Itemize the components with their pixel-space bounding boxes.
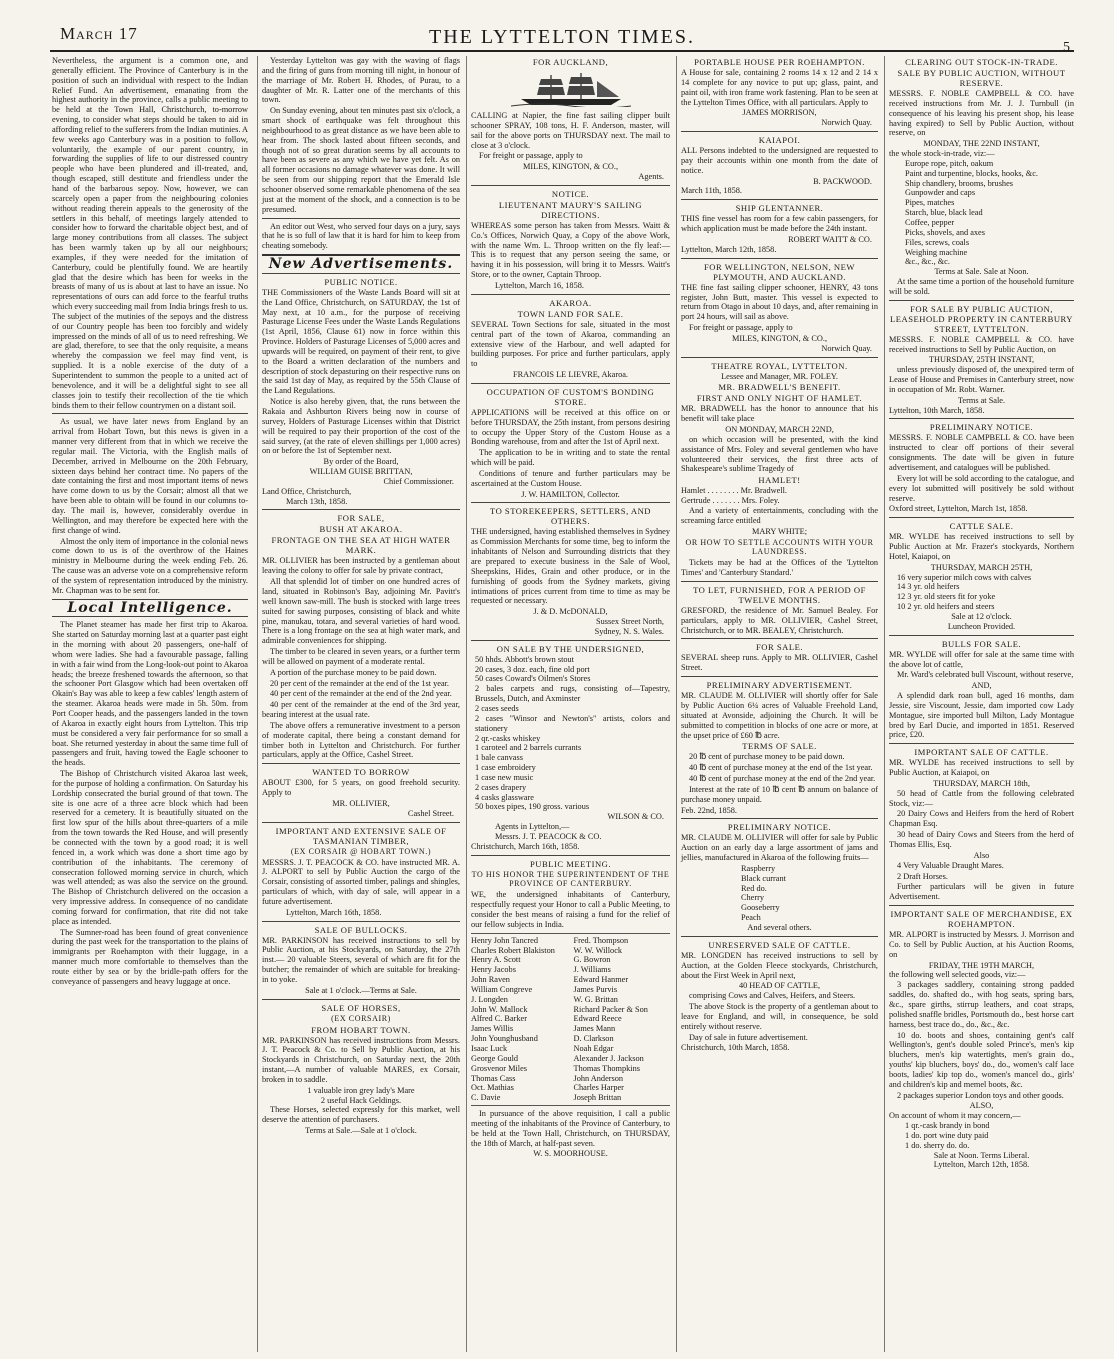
divider [889,517,1074,518]
column-5 [884,56,1074,1352]
ad-body: A splendid dark roan bull, aged 16 months, dam Jessie, sire Viscount, Jessie, dam imported cow Lady Montague, sire imported bull Milton, Lady Montague bred by Earl Ducie, and imported in 1851. Reserved price, £20. [889,691,1074,740]
ad-heading: IMPORTANT SALE OF MERCHANDISE, EX ROEHAMPTON. [890,909,1073,930]
signatory-name: Edward Hanmer [573,975,629,985]
fruit-item: Raspberry [741,863,776,873]
divider [889,635,1074,636]
ad-heading: PRELIMINARY NOTICE. [727,822,832,833]
ad-signature: FRANCOIS LE LIEVRE, Akaroa. [513,370,628,380]
signatory-name: John Younghusband [471,1034,538,1044]
ad-terms: Luncheon Provided. [947,621,1016,631]
ad-body: The timber to be cleared in seven years, or a further term will be allowed on payment of a moderate rental. [262,647,460,666]
ad-body: MR. CLAUDE M. OLLIVIER will offer for sale by Public Auction on an early day a large assortment of jams and jellies, manufactured in Akaroa of the following fruits— [681,833,878,863]
merch-item: 1 do. port wine duty paid [905,1130,989,1140]
ad-body: 40 HEAD OF CATTLE, [738,981,821,991]
ad-signature: Agents. [638,172,664,182]
ad-signature: B. PACKWOOD. [813,176,872,186]
ad-body: MR. WYLDE has received instructions to sell by Public Auction, at Kaiapoi, on [889,758,1074,778]
ad-body: Notice is also hereby given, that, the runs between the Rakaia and Ashburton Rivers being now in course of survey, Holders of Pasturage Licenses within that District will be required to pay their proportion of the cost of the said survey, (at the rate of eleven shillings per 1,000 acres) on or before the 1st of September next. [262,397,460,456]
ad-heading: THEATRE ROYAL, LYTTELTON. [711,360,848,371]
ad-date: March 11th, 1858. [681,186,742,196]
signatory-column [471,936,568,1103]
ad-signature: Chief Commissioner. [383,476,454,486]
ad-heading: FRONTAGE ON THE SEA AT HIGH WATER MARK. [271,535,451,556]
divider [681,581,878,582]
ad-body: THURSDAY, MARCH 25TH, [930,562,1033,572]
divider [262,763,460,764]
ad-body: The above offers a remunerative investment to a person of moderate capital, there being a constant demand for timber both in Lyttelton and Christchurch. For further particulars, apply at the Office, Cashel Street. [262,720,460,760]
signatory-name: Richard Packer & Son [573,1004,648,1014]
ad-body: THE Commissioners of the Waste Lands Board will sit at the Land Office, Christchurch, on SATURDAY, the 1st of May next, at 10 a.m., for the purpose of receiving Pasturage License Fees under the Waste Lands Regulations (1st April, 1856, Clause 61) now in force within this Province. Holders of Pasturage Licenses of 5,000 acres and upwards will be required, on payment of their rent, to give to the Board a written declaration of the numbers and description of stock depasturing on their respective runs on the said 1st day of May, as required by the 55th Clause of the Land Regulations. [262,287,460,396]
ad-heading: MR. BRADWELL'S BENEFIT. [718,382,841,393]
merch-list [889,1121,1074,1151]
ad-body: These Horses, selected expressly for this market, well deserve the attention of purchasers. [262,1105,460,1125]
ad-body: ALL Persons indebted to the undersigned are requested to pay their accounts within one month from the date of notice. [681,146,878,175]
ad-date: Lyttelton, March 12th, 1858. [681,244,777,254]
signatory-name: John Anderson [573,1073,624,1083]
ad-signature: J. & D. McDONALD, [533,607,608,617]
ad-heading: FIRST AND ONLY NIGHT OF HAMLET. [696,393,863,404]
ad-body: 40 ℔ cent of purchase money at the end of the 2nd year. [689,774,876,784]
ad-body: 20 per cent of the remainder at the end of the 1st year. [270,678,450,688]
article-paragraph: The Planet steamer has made her first trip to Akaroa. She started on Saturday morning last at a quarter past eight in the morning with about 20 passengers, one-half of whom were ladies. She had a favourable passage, falling in with a fair wind from the Long-look-out point to Akaroa heads; the breeze freshened towards the afternoon, so that the schooner Port Glasgow which had been overtaken off Okain's Bay was able to keep a few cables' length astern of the steamer. Akaroa heads were made in 5h. 50m. from Port Cooper heads, and the passengers landed in the town of Akaroa in exactly eight hours from Lyttelton. This trip must be considered a very fair performance for so small a boat. She returned yesterday in about the same time full of passengers and fruit, having towed the Eagle schooner to the heads. [52,620,248,768]
divider [681,676,878,677]
ad-body: MESSRS. J. T. PEACOCK & CO. have instructed MR. A. J. ALPORT to sell by Public Auction the cargo of the Corsair, consisting of assorted timber, palings and shingles, particulars of which, with day of sale, will appear in a future advertisement. [262,857,460,906]
divider [681,199,878,200]
stock-item: Starch, blue, black lead [905,208,983,218]
ad-body: At the same time a portion of the household furniture will be sold. [889,277,1074,296]
divider [471,294,670,295]
ad-body: WHEREAS some person has taken from Messrs. Waitt & Co.'s Offices, Norwich Quay, a Copy of the above Work, with the name Wm. L. Throop written on the fly leaf:—This is to request that any person seeing the same, or having it in his possession, will bring it to Messrs. Waitt's Store, or to the owner, Captain Throop. [471,220,670,280]
article-paragraph: On Sunday evening, about ten minutes past six o'clock, a smart shock of earthquake was felt throughout this neighbourhood to as great distance as we have been able to hear from. The shock lasted about fifteen seconds, and though not of so great duration seems by all accounts to have been as severe as any which we have yet felt. As on all former occasions no damage whatever was done. It will be seen from our shipping report that the Emerald Isle schooner observed some remarkable phenomena of the sea just at the moment of the shock, and a connection is to be presumed. [262,106,460,214]
ad-heading: OCCUPATION OF CUSTOM'S BONDING STORE. [486,386,655,407]
ad-heading: SHIP GLENTANNER. [735,203,824,214]
ad-heading: PRELIMINARY NOTICE. [929,422,1034,433]
signatory-name: William Congreve [471,984,533,994]
signatory-name: G. Bowron [573,955,611,965]
stock-item: Paint and turpentine, blocks, hooks, &c. [905,168,1038,178]
divider [889,743,1074,744]
ad-heading: UNRESERVED SALE OF CATTLE. [708,939,851,950]
masthead [50,18,1074,55]
ad-signature: WILLIAM GUISE BRITTAN, [309,467,413,477]
ad-place: Land Office, Christchurch, [262,486,352,496]
ad-signature: Messrs. J. T. PEACOCK & CO. [495,831,602,841]
sale-item-list: 50 hhds. Abbott's brown stout 20 cases, 3 doz. each, fine old port 50 cases Coward's Oilmen's Stores 2 bales carpets and rugs, consisting of—Tapestry, Brussels, Dutch, and Axminster 2 cases seeds 2 cases "Winsor and Newton's" artists, colors and stationery 2 qr.-casks whiskey 1 caroteel and 2 barrels currants 1 bale canvass 1 case embroidery 1 case new music 2 cases drapery 4 casks glassware 50 boxes pipes, 190 gross. various [475,654,670,812]
divider [889,905,1074,906]
ad-date: Lyttelton, March 16, 1858. [495,280,584,290]
ad-terms: Terms at Sale. [957,395,1006,405]
ad-heading: PORTABLE HOUSE PER ROEHAMPTON. [694,57,865,67]
stock-item: &c., &c., &c. [905,257,950,267]
ad-heading: NOTICE. [551,188,590,199]
signatory-name: John W. Mallock [471,1004,528,1014]
divider [52,616,248,617]
stock-item: Files, screws, coals [905,237,970,247]
section-heading: Local Intelligence. [67,599,233,616]
merch-item: 1 do. sherry do. do. [905,1140,970,1150]
ad-subheading: TO HIS HONOR THE SUPERINTENDENT OF THE PROVINCE OF CANTERBURY. [471,869,670,889]
ad-heading: HAMLET! [758,475,801,486]
ad-body: MR. LONGDEN has received instructions to sell by Auction, at the Golden Fleece stockyards, Christchurch, about the First Week in April next, [681,950,878,980]
ad-body: MESSRS. F. NOBLE CAMPBELL & CO. have received instructions from Mr. J. J. Turnbull (in consequence of his leaving his present shop, his lease having expired) to Sell by Public Auction, without reserve, on [889,89,1074,138]
fruit-item: Peach [741,913,761,923]
ad-body: A House for sale, containing 2 rooms 14 x 12 and 2 14 x 14 complete for any novice to put up; glass, paint, and paint oil, with iron frame work fastening. Plan to be seen at the Lyttelton Times Office, with all particulars. Apply to [681,68,879,107]
ad-body: For freight or passage, apply to [479,151,583,161]
signatory-name: J. Longden [471,994,508,1004]
merch-item: 1 qr.-cask brandy in bond [905,1121,990,1131]
ad-heading: FOR SALE BY PUBLIC AUCTION, LEASEHOLD PROPERTY IN CANTERBURY STREET, LYTTELTON. [890,303,1073,334]
ad-body: 50 head of Cattle from the following celebrated Stock, viz:— [889,788,1074,808]
fruit-item: Cherry [741,893,765,903]
stock-item: Picks, shovels, and axes [905,227,985,237]
divider [262,273,460,274]
ad-body: the following well selected goods, viz:— [889,970,1026,980]
ad-body: In pursuance of the above requisition, I call a public meeting of the inhabitants of the Province of Canterbury, to be held at the Town Hall, Christchurch, on THURSDAY, the 18th of March, at half-past seven. [471,1109,670,1148]
ad-heading: SALE OF HORSES, [321,1002,401,1013]
ad-heading: SALE OF BULLOCKS. [314,924,408,935]
fruit-item: Gooseberry [741,903,780,913]
ad-signature: Agents in Lyttelton,— [495,822,570,832]
ad-signature: Norwich Quay. [821,118,872,128]
ad-body: THURSDAY, MARCH 18th, [933,778,1030,788]
ad-body: 20 Dairy Cows and Heifers from the herd of Robert Chapman Esq. [889,809,1074,829]
divider [681,131,878,132]
ad-date: March 13th, 1858. [286,496,348,506]
ad-body: MARY WHITE; [751,526,808,536]
divider [262,921,460,922]
ad-body: MR. WYLDE has received instructions to sell by Public Auction at Mr. Frazer's stockyards, Northern Hotel, Kaiapoi, on [889,532,1074,561]
ad-signature: J. W. HAMILTON, Collector. [521,489,620,499]
ad-signature: Norwich Quay. [821,343,872,353]
divider [889,418,1074,419]
cattle-item: 10 2 yr. old heifers and steers [897,602,995,612]
divider [471,383,670,384]
ad-heading: CATTLE SALE. [949,521,1014,532]
ad-date: Feb. 22nd, 1858. [681,805,738,815]
article-paragraph: Yesterday Lyttelton was gay with the waving of flags and the firing of guns from morning till night, in honour of the marriage of Mr. Robert H. Rhodes, of Purau, to a daughter of Mr. R. Latter one of the merchants of this town. [262,56,460,105]
ad-signature: Sussex Street North, [596,617,664,627]
ad-heading: SALE BY PUBLIC AUCTION, WITHOUT RESERVE. [897,68,1066,88]
page-number: 5 [1063,40,1070,55]
ad-body: For freight or passage, apply to [689,323,793,333]
ad-signature: ROBERT WAITT & CO. [788,234,872,244]
ad-heading: FOR SALE, [337,513,385,524]
ad-body: THIS fine vessel has room for a few cabin passengers, for which application must be made before the 24th instant. [681,214,878,234]
signatory-name: Joseph Brittan [573,1093,622,1103]
article-paragraph: The Bishop of Christchurch visited Akaroa last week, for the purpose of holding a confirmation. On Saturday his Lordship consecrated the burial ground of that town. The site is one acre of a three acre block which had been reserved for a cemetery. It is beautifully situated on the first low spur of the hills about three-quarters of a mile from the town towards the Red House, and will presently be connected with the town by a good road; it is well fenced in, a work which was done a short time ago by contribution of the inhabitants. The ceremony of consecration followed morning service in church, which was well attended; as was also the service on the ground. The Bishop of Christchurch delivered on the occasion a very impressive address. In consequence of no candidate coming forward for confirmation, that rite did not take place as intended. [52,769,248,926]
signatory-name: D. Clarkson [573,1034,614,1044]
article-paragraph: An editor out West, who served four days on a jury, says that he is so full of law that it is hard for him to keep from cheating somebody. [262,221,460,251]
stock-item: Pipes, matches [905,198,955,208]
ad-body: Every lot will be sold according to the catalogue, and every lot submitted will positively be sold without reserve. [889,473,1074,503]
stock-item: Europe rope, pitch, oakum [905,158,994,168]
divider [681,818,878,819]
newspaper-title: THE LYTTELTON TIMES. [429,26,695,48]
ad-body: THE undersigned, having established themselves in Sydney as Commission Merchants for some time, beg to inform the inhabitants of Nelson and Surrounding districts that they are prepared to execute business in the Sale of Wool, Sheepskins, Hides, Grain and other produce, or in the furnishing of goods from the Sydney markets, giving intimations of prices current from time to time as may be requested or necessary. [471,527,670,606]
ad-body: A portion of the purchase money to be paid down. [270,667,437,677]
ad-subheading: (EX CORSAIR @ HOBART TOWN.) [290,846,432,856]
cattle-list [889,573,1074,612]
ad-body: Day of sale in future advertisement. [689,1032,808,1042]
ad-heading: KAIAPOI. [758,135,801,146]
signatory-name: W. W. Willock [573,945,623,955]
ad-body: 10 do. boots and shoes, containing gent's calf Wellington's, gent's double soled Prince's, men's kip bluchers, men's kip watertights, men's grain do., youths' kip bluchers, boys' do., do., women's calf lace boots, ladies' kip top do., women's mancel do., girls' and children's kip and memel boots, &c. [889,1030,1074,1089]
signatory-column [574,936,671,1103]
ad-body: 40 ℔ cent of purchase money at the end of the 1st year. [689,763,873,773]
divider [52,413,248,414]
ad-signature: Cashel Street. [407,808,454,818]
ad-body: unless previously disposed of, the unexpired term of Lease of House and Premises in Canterbury street, now in occupation of Mr. Robt. Warner. [889,365,1074,394]
divider [471,185,670,186]
signatory-name: John Raven [471,975,510,985]
signatory-name: Henry John Tancred [471,935,539,945]
signatory-name: Charles Harper [573,1083,624,1093]
ad-heading: FOR SALE. [756,642,803,653]
ad-date: Christchurch, 10th March, 1858. [681,1043,790,1053]
ad-date: Oxford street, Lyttelton, March 1st, 1858. [889,504,1028,514]
ad-terms: Sale at 12 o'clock. [951,611,1012,621]
ad-subheading: (EX CORSAIR) [331,1013,391,1023]
cast-line: Hamlet . . . . . . . . Mr. Bradwell. [681,486,787,496]
ad-heading: TO LET, FURNISHED, FOR A PERIOD OF TWELVE MONTHS. [693,584,866,605]
ad-signature: WILSON & CO. [607,812,664,822]
ad-body: MESSRS. F. NOBLE CAMPBELL & CO. have received instructions to Sell by Public Auction, on [889,334,1074,354]
divider [681,258,878,259]
ad-body: MR. PARKINSON has received instructions to sell by Public Auction, at his Stockyards, on Saturday, the 27th inst.— 20 valuable Steers, several of which are fit for the butcher; the remainder of which are suitable for breaking-in to yoke. [262,935,460,984]
ad-body: MESSRS. F. NOBLE CAMPBELL & CO. have been instructed to clear off portions of their several consignments. The date will be given in future advertisement, and catalogues will be published. [889,433,1074,472]
ad-date: Lyttelton, 10th March, 1858. [889,405,985,415]
ad-body: 40 per cent of the remainder at the end of the 2nd year. [270,689,452,699]
ad-signature: MR. OLLIVIER, [332,799,390,808]
divider [262,999,460,1000]
ad-heading: FROM HOBART TOWN. [311,1024,411,1035]
cast-line: Gertrude . . . . . . . Mrs. Foley. [681,496,780,506]
ad-heading: PUBLIC MEETING. [529,858,612,869]
ad-signature: By order of the Board, [323,457,399,467]
ad-body: 4 Very Valuable Draught Mares. [897,860,1004,870]
ad-body: 20 ℔ cent of purchase money to be paid down. [689,752,845,762]
ad-signature: W. S. MOORHOUSE. [533,1149,608,1159]
ad-body: Mr. Ward's celebrated bull Viscount, without reserve, [897,670,1074,680]
ad-body: And a variety of entertainments, concluding with the screaming farce entitled [681,506,878,525]
ad-body: ON MONDAY, MARCH 22ND, [725,425,834,435]
ad-heading: LIEUTENANT MAURY'S SAILING DIRECTIONS. [498,199,643,220]
ad-body: The application to be in writing and to state the rental which will be paid. [471,448,670,468]
column-4 [676,56,882,1352]
divider [262,218,460,219]
ad-heading: CLEARING OUT STOCK-IN-TRADE. [905,57,1058,67]
cattle-item: 12 3 yr. old steers fit for yoke [897,592,996,602]
ad-body: MR. BRADWELL has the honor to announce that his benefit will take place [681,404,878,424]
divider [262,509,460,510]
stock-item: Weighing machine [905,247,968,257]
ad-heading: BULLS FOR SALE. [941,638,1022,649]
signatory-name: Thomas Cass [471,1073,516,1083]
ad-body: on which occasion will be presented, with the kind assistance of Mrs. Foley and several gentlemen who have volunteered their services, the first three acts of Shakespeare's sublime Tragedy of [681,434,878,474]
ad-body: Tickets may be had at the Offices of the 'Lyttelton Times' and 'Canterbury Standard.' [681,558,878,578]
divider [889,300,1074,301]
divider [681,357,878,358]
signatory-name: J. Williams [573,965,611,975]
ad-heading: BUSH AT AKAROA. [319,524,403,535]
ad-body: AND, [971,681,992,691]
ad-signature: MILES, KINGTON, & CO., [522,162,619,172]
signatory-name: Isaac Luck [471,1043,508,1053]
signatory-name: Oct. Mathias [471,1083,514,1093]
fruit-item: Black currant [741,873,786,883]
ad-terms: Sale at 1 o'clock.—Terms at Sale. [305,985,417,995]
ad-terms: Terms at Sale.—Sale at 1 o'clock. [305,1126,417,1136]
article-paragraph: Nevertheless, the argument is a common one, and generally efficient. The Province of Canterbury is in the position of such an individual with respect to the Indian Relief Fund. An advertisement, emanating from the highest authority in the province, calls a public meeting to be held at the Town Hall, Christchurch, to-morrow evening, to consider what steps should be taken to aid in affording relief to the sufferers from the Indian mutinies. A few weeks ago Canterbury was in a position to follow, voluntarily, the example of our parent country, in forwarding the supplies of life to our distressed country people who have been plundered and ill-treated, and, though escaped, still destitute and friendless under the hand of the barbarous sepoy. Now, however, we can scarcely open a paper from the neighbouring colonies without reading therein appeals to the generosity of the settlers in this behalf, of meetings largely attended to consider how to forward the charitable object best, and of large money contributions from all classes. The subject has been warmly taken up by all our neighbours; examples, if they were needed for the imitation of Canterbury, could be plentifully found. We are heartily glad that the desire which has been for weeks in the breasts of many of us is about at last to have an issue. No representations of ours can add force to the fearful truths which every succeeding mail from India brings fresh to us. The subject of the mutinies of the sepoys and the distress of our Country people has been too forcibly and widely impressed on the minds of all of us to need refreshing. We are glad, therefore, to see that the only requisite, a means whereby the compassion we feel may find vent, is supplied. It is a noble exercise of the duty of a Superintendent to summon the people to a united act of benevolence, and it will be a delightful sight to see all classes join to testify their recollection of the tie which binds them to their fellow countrymen on a distant soil. [52,56,248,410]
divider [471,855,670,856]
ad-signature: MILES, KINGTON, & CO., [731,333,828,343]
divider [262,822,460,823]
page-date: March 17 [60,24,138,43]
ad-heading: WANTED TO BORROW [312,767,410,778]
ad-heading: TOWN LAND FOR SALE. [517,308,624,319]
signatory-name: Alfred C. Barker [471,1014,527,1024]
ad-signature: JAMES MORRISON, [742,108,817,118]
ad-body: On account of whom it may concern,— [889,1111,1021,1121]
divider [471,502,670,503]
ad-terms: Sale at Noon. Terms Liberal. [933,1150,1030,1160]
ad-body: MONDAY, THE 22ND INSTANT, [923,139,1040,149]
ad-body: FRIDAY, THE 19TH MARCH, [928,960,1035,970]
article-paragraph: As usual, we have later news from England by an arrival from Hobart Town, but this news is given in a manner very different from that in which we receive the regular mail. The Victoria, with the English mails of December, arrived in Melbourne on the 20th February, sixteen days behind her contract time. No papers of the date containing the first and most important items of news have come down to us by the Corsair; almost all that we have been able to obtain will be found in our columns to-day. The mail is, however, considerably overdue in Wellington, and may therefore be expected here with the first change of wind. [52,417,248,535]
stock-item: Gunpowder and caps [905,188,976,198]
ad-body: 2 packages superior London toys and other goods. [897,1090,1064,1100]
ad-heading: IMPORTANT AND EXTENSIVE SALE OF TASMANIAN TIMBER, [275,825,447,846]
ad-date: Lyttelton, March 16th, 1858. [286,907,382,917]
ad-heading: FOR WELLINGTON, NELSON, NEW PLYMOUTH, AND AUCKLAND. [704,261,855,282]
signatory-name: W. G. Brittan [573,994,618,1004]
ad-heading: TO STOREKEEPERS, SETTLERS, AND OTHERS. [489,506,652,527]
signatory-name: Charles Robert Blakiston [471,945,555,955]
ad-subheading: OR HOW TO SETTLE ACCOUNTS WITH YOUR LAUNDRESS. [685,537,874,557]
ad-body: WE, the undersigned inhabitants of Canterbury, respectfully request your Honor to call a Public Meeting, to consider the best means of raising a fund for the relief of our fellow subjects in India. [471,890,670,929]
ad-body: THURSDAY, 25TH INSTANT, [928,355,1035,365]
column-3 [466,56,674,1352]
ad-terms: Terms at Sale. Sale at Noon. [934,267,1029,277]
ad-body: the whole stock-in-trade, viz:— [889,149,995,159]
article-paragraph: Almost the only item of importance in the colonial news come down to us is of the overthrow of the Haines ministry in Melbourne during the week ending Feb. 26. The cause was an adverse vote on a comprehensive reform of the system of representation introduced by the ministry. Mr. Chapman was to be sent for. [52,536,248,595]
ad-item: 1 valuable iron grey lady's Mare [307,1085,415,1095]
column-2 [257,56,464,1352]
ad-body: CALLING at Napier, the fine fast sailing clipper built schooner SPRAY, 108 tons, H. F. Anderson, master, will sail for the above ports on THURSDAY next. The mail to close at 3 o'clock. [471,111,670,150]
ad-body: MR. OLLIVIER has been instructed by a gentleman about leaving the colony to offer for sale by private contract, [262,556,460,576]
ad-body: The above Stock is the property of a gentleman about to leave for England, and will, in consequence, be sold entirely without reserve. [681,1002,878,1031]
signatory-name: Henry Jacobs [471,965,516,975]
signatory-name: C. Davie [471,1093,501,1103]
ad-body: comprising Cows and Calves, Heifers, and Steers. [689,991,856,1001]
signatory-name: Noah Edgar [573,1043,614,1053]
ad-body: MR. PARKINSON has received instructions from Messrs. J. T. Peacock & Co. to Sell by Public Auction, at his Stockyards in Christchurch, on Saturday next, the 20th instant,—A number of valuable MARES, ex Corsair, broken in to saddle. [262,1035,460,1084]
ad-item: 2 useful Hack Geldings. [320,1095,402,1105]
signatory-name: James Purvis [573,984,618,994]
signatory-name: Grosvenor Miles [471,1063,527,1073]
signatory-name: James Mann [573,1024,616,1034]
ad-body: SEVERAL sheep runs. Apply to MR. OLLIVIER, Cashel Street. [681,653,878,673]
divider [471,640,670,641]
ad-body: 3 packages saddlery, containing strong padded saddles, do. shafted do., with hog seats, spring bars, &c., spare girths, stirrup leathers, and coat straps, polished snaffle bridles, Portsmouth do., best horse cart harness, best trace do., do., &c., &c. [889,980,1074,1029]
column-1 [52,56,252,1352]
signatory-name: Alexander J. Jackson [573,1053,644,1063]
ad-heading: IMPORTANT SALE OF CATTLE. [914,747,1049,758]
cattle-item: 16 very superior milch cows with calves [897,572,1032,582]
ad-body: ABOUT £300, for 5 years, on good freehold security. Apply to [262,778,460,798]
ad-body: And several others. [747,923,812,932]
ad-heading: AKAROA. [549,297,592,308]
stock-item: Coffee, pepper [905,217,955,227]
ad-heading: FOR AUCKLAND, [532,57,609,67]
ad-body: 30 head of Dairy Cows and Steers from the herd of Thomas Ellis, Esq. [889,830,1074,849]
signatory-name: Henry A. Scott [471,955,521,965]
ad-subheading: Lessee and Manager, MR. FOLEY. [721,371,838,381]
signatory-name: Thomas Thompkins [573,1063,640,1073]
signatory-list [471,933,670,1106]
fruit-item: Red do. [741,883,767,893]
ad-body: Conditions of tenure and further particulars may be ascertained at the Custom House. [471,468,670,488]
ad-body: Interest at the rate of 10 ℔ cent ℔ annum on balance of purchase money unpaid. [681,784,878,804]
ad-heading: PUBLIC NOTICE. [324,276,398,287]
signatory-name: James Willis [471,1024,514,1034]
ad-body: Further particulars will be given in future Advertisement. [889,882,1074,902]
divider [681,638,878,639]
ad-body: MR. WYLDE will offer for sale at the same time with the above lot of cattle, [889,649,1074,669]
signatory-name: Edward Reece [573,1014,622,1024]
ad-date: Lyttelton, March 12th, 1858. [933,1160,1030,1170]
ad-body: GRESFORD, the residence of Mr. Samuel Bealey. For particulars, apply to MR. OLLIVIER, Cashel Street, Christchurch, or to MR. BEALEY, Christchurch. [681,605,878,635]
ad-body: Also [973,850,990,860]
ad-body: APPLICATIONS will be received at this office on or before THURSDAY, the 25th instant, from persons desiring to occupy the Upper Story of the Custom House as a Bonding warehouse, from and after the 1st of April next. [471,407,670,447]
ad-body: All that splendid lot of timber on one hundred acres of land, situated in Robinson's Bay, adjoining Mr. Pavitt's well known saw-mill. The bush is stocked with large trees suited for sawing purposes, consisting of black and white pine, manukau, totara, and several varieties of hard wood. There is a long frontage on the sea at high water mark, and admirable conveniences for shipping. [262,577,460,646]
ad-heading: ON SALE BY THE UNDERSIGNED, [496,643,645,654]
ad-heading: PRELIMINARY ADVERTISEMENT. [706,680,853,691]
signatory-name: George Gould [471,1053,519,1063]
stock-list [889,159,1074,267]
ad-body: SEVERAL Town Sections for sale, situated in the most central part of the town of Akaroa, commanding an extensive view of the Harbour, and well adapted for building purposes. For price and further particulars, apply to [471,319,670,369]
ad-body: 2 Draft Horses. [897,871,948,881]
fruit-list [681,864,878,923]
article-paragraph: The Sumner-road has been found of great convenience during the past week for the transportation to the plains of immigrants per Roehampton with their luggage, in a manner much more comfortable to themselves than the route either by sea or by the bridle-path offers for the conveyance of passengers and heavy luggage at once. [52,927,248,986]
ad-body: ALSO, [969,1101,994,1111]
cattle-item: 14 3 yr. old heifers [897,582,960,592]
signatory-name: Fred. Thompson [573,935,629,945]
section-heading: New Advertisements. [268,256,454,273]
ad-heading: TERMS OF SALE. [742,741,817,752]
ad-body: MR. CLAUDE M. OLLIVIER will shortly offer for Sale by Public Auction 6¼ acres of Valuable Freehold Land, situated at Avonside, adjoining the Church. It will be submitted to competition in blocks of one acre or more, at the upset price of £60 ℔ acre. [681,691,878,740]
stock-item: Ship chandlery, brooms, brushes [905,178,1013,188]
ad-body: 40 per cent of the remainder at the end of the 3rd year, bearing interest at the usual rate. [262,700,460,720]
divider [681,936,878,937]
ad-body: THE fine fast sailing clipper schooner, HENRY, 43 tons register, John Butt, master. This vessel is expected to return from Otago in about 10 days, and, after remaining in port 24 hours, will sail as above. [681,282,878,322]
ship-illustration [511,71,631,107]
ad-body: MR. ALPORT is instructed by Messrs. J. Morrison and Co. to Sell by Public Auction, at his Auction Rooms, on [889,930,1074,959]
ad-signature: Sydney, N. S. Wales. [594,626,664,636]
ad-date: Christchurch, March 16th, 1858. [471,841,580,851]
